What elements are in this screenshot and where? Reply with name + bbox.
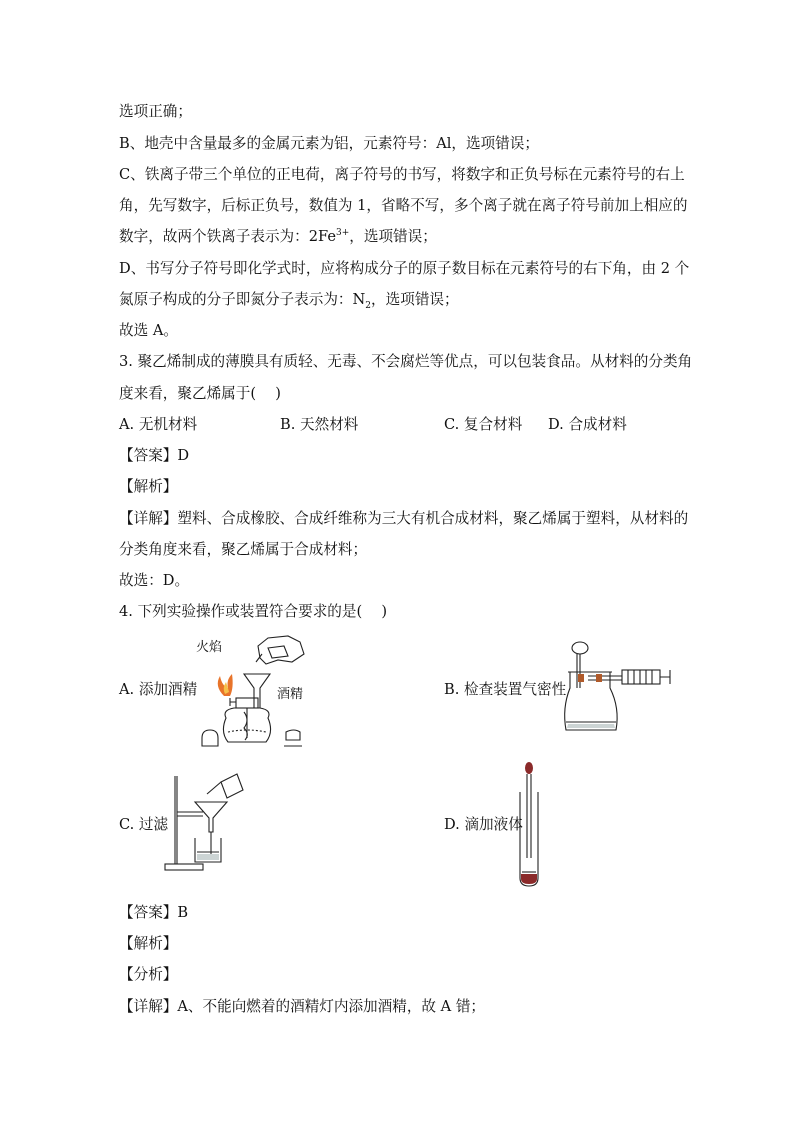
analysis-label: 【分析】 [119, 966, 178, 983]
figure-drop-liquid [518, 762, 540, 888]
flame-label: 火焰 [196, 640, 223, 655]
q3-option-d: D. 合成材料 [548, 416, 627, 433]
detail-text: 【详解】A、不能向燃着的酒精灯内添加酒精，故 A 错； [119, 998, 486, 1015]
text-segment: 氮原子构成的分子即氮分子表示为： [119, 291, 353, 308]
q4-option-b: B. 检查装置气密性 [444, 681, 567, 698]
answer-label: 【答案】B [119, 904, 189, 921]
text-line: 故选：D。 [119, 572, 190, 589]
q4-option-d: D. 滴加液体 [444, 816, 523, 833]
figure-check-airtight [560, 638, 675, 736]
question-3-stem: 3. 聚乙烯制成的薄膜具有质轻、无毒、不会腐烂等优点，可以包装食品。从材料的分类角 [119, 353, 693, 370]
iron-ion-formula: $2Fe^{3+}$ [308, 228, 350, 245]
analysis-label: 【解析】 [119, 478, 178, 495]
alcohol-label: 酒精 [277, 687, 304, 702]
q4-option-c: C. 过滤 [119, 816, 169, 833]
figure-filtration [163, 772, 245, 872]
question-4-stem: 4. 下列实验操作或装置符合要求的是( ) [119, 603, 388, 620]
figure-add-alcohol [196, 628, 316, 750]
text-segment: 数字，故两个铁离子表示为： [119, 228, 309, 245]
text-line: 选项正确； [119, 103, 192, 120]
text-line: 角，先写数字，后标正负号，数值为 1，省略不写，多个离子就在离子符号前加上相应的 [119, 197, 688, 214]
text-line: C、铁离子带三个单位的正电荷，离子符号的书写，将数字和正负号标在元素符号的右上 [119, 166, 685, 183]
text-line: 故选 A。 [119, 322, 178, 339]
text-line [119, 290, 459, 310]
nitrogen-formula: $N_2$ [352, 291, 372, 311]
answer-label: 【答案】D [119, 447, 190, 464]
q4-option-a: A. 添加酒精 [119, 681, 198, 698]
text-segment: ，选项错误； [371, 291, 459, 308]
text-line [119, 227, 437, 247]
q3-option-c: C. 复合材料 [444, 416, 523, 433]
detail-text: 分类角度来看，聚乙烯属于合成材料； [119, 541, 368, 558]
detail-text: 【详解】塑料、合成橡胶、合成纤维称为三大有机合成材料，聚乙烯属于塑料，从材料的 [119, 510, 689, 527]
text-line: D、书写分子符号即化学式时，应将构成分子的原子数目标在元素符号的右下角，由 2 个 [119, 260, 690, 277]
q3-option-a: A. 无机材料 [119, 416, 198, 433]
q3-option-b: B. 天然材料 [280, 416, 359, 433]
analysis-label: 【解析】 [119, 935, 178, 952]
text-line: B、地壳中含量最多的金属元素为铝，元素符号：Al，选项错误； [119, 135, 539, 152]
text-segment: ，选项错误； [349, 228, 437, 245]
question-3-stem: 度来看，聚乙烯属于( ) [119, 385, 281, 402]
